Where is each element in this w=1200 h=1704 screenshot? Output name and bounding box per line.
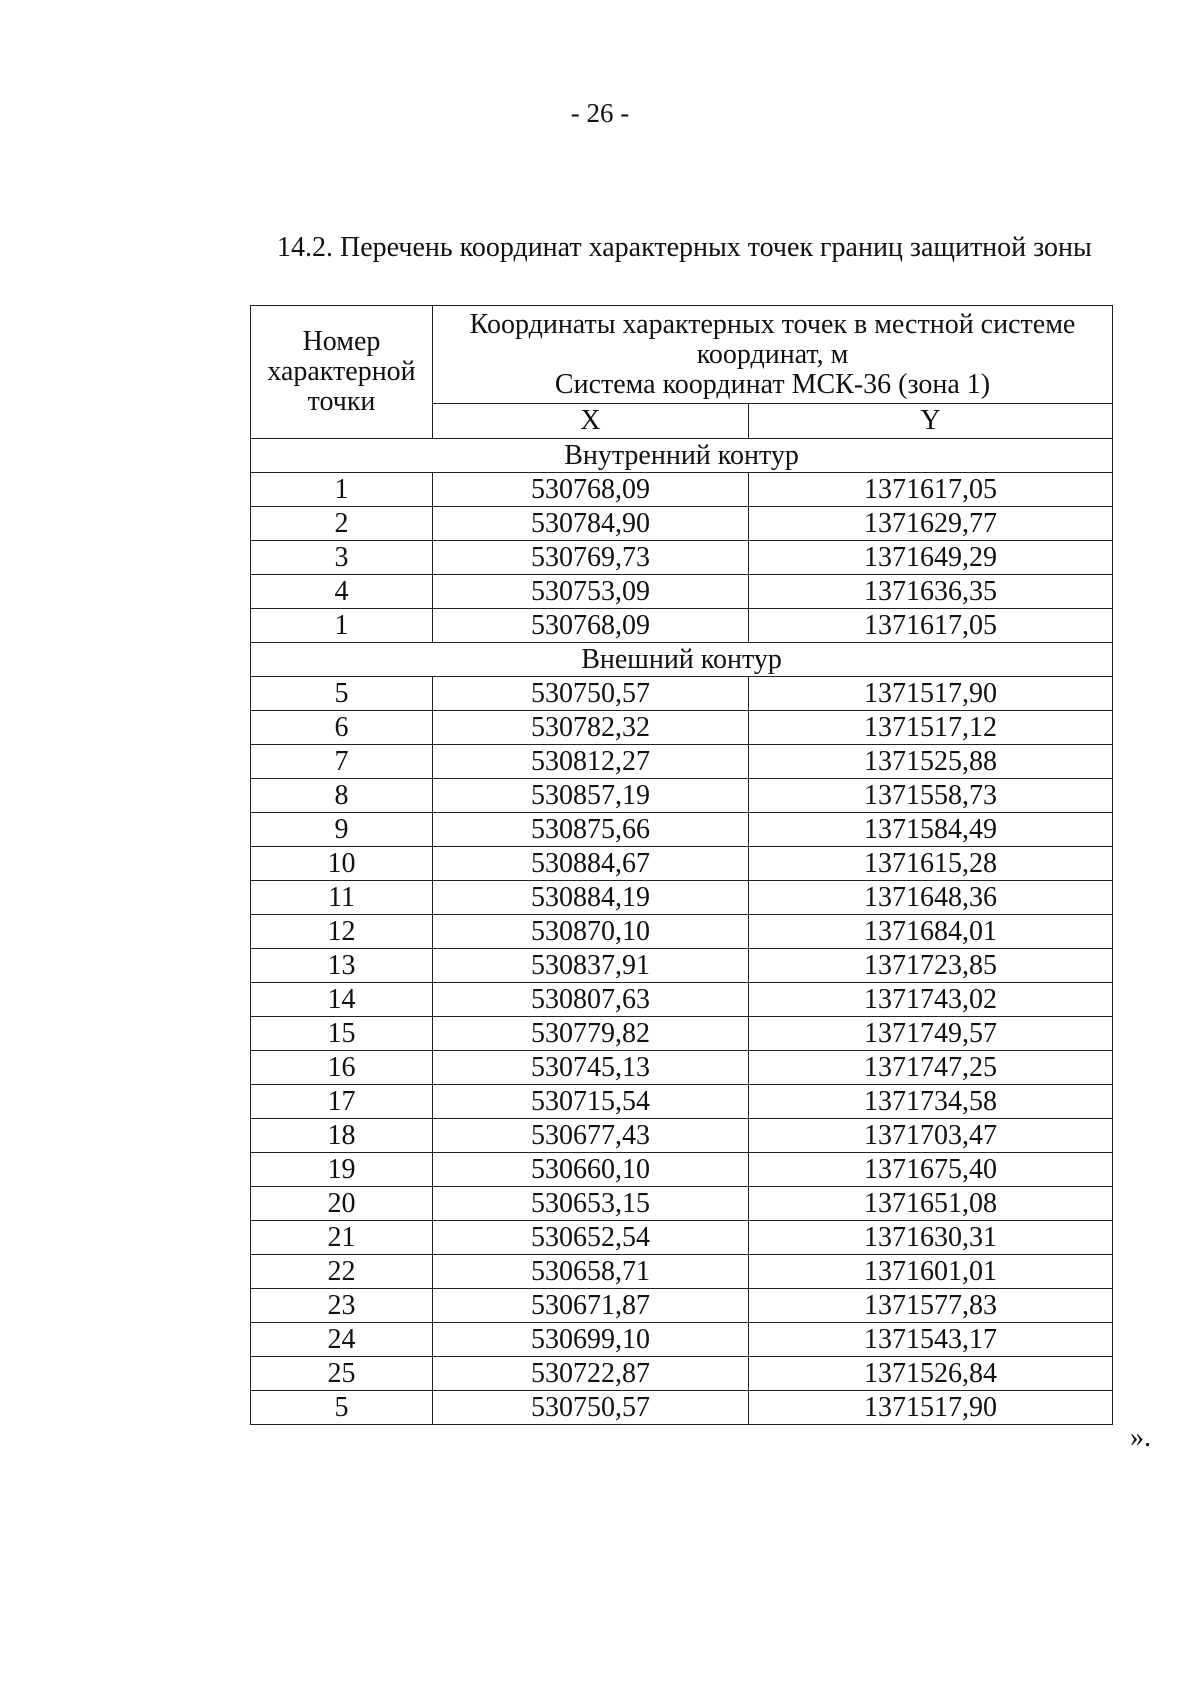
y-coordinate-cell: 1371649,29 [749, 541, 1113, 575]
y-coordinate-cell: 1371675,40 [749, 1153, 1113, 1187]
x-coordinate-cell: 530857,19 [433, 779, 749, 813]
x-coordinate-cell: 530769,73 [433, 541, 749, 575]
point-number-cell: 17 [251, 1085, 433, 1119]
table-row [251, 847, 1113, 881]
x-coordinate-cell: 530677,43 [433, 1119, 749, 1153]
header-point-number-line: точки [307, 386, 376, 417]
table-row [251, 1255, 1113, 1289]
point-number-cell: 16 [251, 1051, 433, 1085]
x-coordinate-cell: 530768,09 [433, 609, 749, 643]
section-title-cell: Внутренний контур [251, 439, 1113, 473]
x-coordinate-cell: 530875,66 [433, 813, 749, 847]
table-row [251, 1323, 1113, 1357]
point-number-cell: 3 [251, 541, 433, 575]
point-number-cell: 2 [251, 507, 433, 541]
y-coordinate-cell: 1371684,01 [749, 915, 1113, 949]
table-row [251, 881, 1113, 915]
y-coordinate-cell: 1371517,90 [749, 677, 1113, 711]
header-y: Y [749, 404, 1113, 439]
table-row [251, 1119, 1113, 1153]
point-number-cell: 13 [251, 949, 433, 983]
point-number-cell: 25 [251, 1357, 433, 1391]
table-row [251, 1153, 1113, 1187]
table-row [251, 1017, 1113, 1051]
y-coordinate-cell: 1371601,01 [749, 1255, 1113, 1289]
table-row [251, 779, 1113, 813]
point-number-cell: 8 [251, 779, 433, 813]
header-coordinates-title [433, 306, 1113, 404]
closing-quote-mark: ». [1130, 1422, 1151, 1453]
table-row [251, 1357, 1113, 1391]
y-coordinate-cell: 1371558,73 [749, 779, 1113, 813]
point-number-cell: 15 [251, 1017, 433, 1051]
point-number-cell: 5 [251, 677, 433, 711]
y-coordinate-cell: 1371517,90 [749, 1391, 1113, 1425]
header-point-number-line: Номер [302, 326, 381, 357]
table-row [251, 949, 1113, 983]
x-coordinate-cell: 530699,10 [433, 1323, 749, 1357]
y-coordinate-cell: 1371615,28 [749, 847, 1113, 881]
section-title-cell: Внешний контур [251, 643, 1113, 677]
x-coordinate-cell: 530652,54 [433, 1221, 749, 1255]
y-coordinate-cell: 1371617,05 [749, 609, 1113, 643]
point-number-cell: 6 [251, 711, 433, 745]
point-number-cell: 10 [251, 847, 433, 881]
x-coordinate-cell: 530837,91 [433, 949, 749, 983]
point-number-cell: 11 [251, 881, 433, 915]
table-row [251, 1289, 1113, 1323]
y-coordinate-cell: 1371526,84 [749, 1357, 1113, 1391]
y-coordinate-cell: 1371743,02 [749, 983, 1113, 1017]
y-coordinate-cell: 1371723,85 [749, 949, 1113, 983]
x-coordinate-cell: 530753,09 [433, 575, 749, 609]
point-number-cell: 19 [251, 1153, 433, 1187]
point-number-cell: 18 [251, 1119, 433, 1153]
x-coordinate-cell: 530750,57 [433, 677, 749, 711]
y-coordinate-cell: 1371648,36 [749, 881, 1113, 915]
table-body [251, 439, 1113, 1425]
point-number-cell: 9 [251, 813, 433, 847]
x-coordinate-cell: 530658,71 [433, 1255, 749, 1289]
table-row [251, 711, 1113, 745]
y-coordinate-cell: 1371734,58 [749, 1085, 1113, 1119]
x-coordinate-cell: 530884,19 [433, 881, 749, 915]
point-number-cell: 22 [251, 1255, 433, 1289]
table-row [251, 473, 1113, 507]
x-coordinate-cell: 530779,82 [433, 1017, 749, 1051]
x-coordinate-cell: 530715,54 [433, 1085, 749, 1119]
header-coordinates-line: Координаты характерных точек в местной системе [469, 308, 1076, 340]
y-coordinate-cell: 1371584,49 [749, 813, 1113, 847]
section-row [251, 439, 1113, 473]
y-coordinate-cell: 1371636,35 [749, 575, 1113, 609]
table-row [251, 1187, 1113, 1221]
x-coordinate-cell: 530807,63 [433, 983, 749, 1017]
header-coordinates-line: Система координат МСК-36 (зона 1) [554, 368, 991, 400]
x-coordinate-cell: 530768,09 [433, 473, 749, 507]
point-number-cell: 12 [251, 915, 433, 949]
y-coordinate-cell: 1371747,25 [749, 1051, 1113, 1085]
header-point-number-line: характерной [267, 356, 416, 387]
y-coordinate-cell: 1371517,12 [749, 711, 1113, 745]
table-row [251, 813, 1113, 847]
point-number-cell: 4 [251, 575, 433, 609]
table-row [251, 1085, 1113, 1119]
table-row [251, 915, 1113, 949]
y-coordinate-cell: 1371629,77 [749, 507, 1113, 541]
x-coordinate-cell: 530653,15 [433, 1187, 749, 1221]
y-coordinate-cell: 1371525,88 [749, 745, 1113, 779]
header-point-number [251, 306, 433, 439]
point-number-cell: 1 [251, 609, 433, 643]
point-number-cell: 5 [251, 1391, 433, 1425]
x-coordinate-cell: 530884,67 [433, 847, 749, 881]
x-coordinate-cell: 530784,90 [433, 507, 749, 541]
table-row [251, 983, 1113, 1017]
x-coordinate-cell: 530671,87 [433, 1289, 749, 1323]
section-row [251, 643, 1113, 677]
y-coordinate-cell: 1371651,08 [749, 1187, 1113, 1221]
point-number-cell: 1 [251, 473, 433, 507]
y-coordinate-cell: 1371543,17 [749, 1323, 1113, 1357]
table-row [251, 575, 1113, 609]
coordinates-table [250, 305, 1113, 1425]
x-coordinate-cell: 530812,27 [433, 745, 749, 779]
y-coordinate-cell: 1371617,05 [749, 473, 1113, 507]
table-row [251, 1221, 1113, 1255]
x-coordinate-cell: 530870,10 [433, 915, 749, 949]
y-coordinate-cell: 1371749,57 [749, 1017, 1113, 1051]
table-header [251, 306, 1113, 439]
table-row [251, 1391, 1113, 1425]
table-row [251, 745, 1113, 779]
point-number-cell: 21 [251, 1221, 433, 1255]
y-coordinate-cell: 1371703,47 [749, 1119, 1113, 1153]
section-title: 14.2. Перечень координат характерных точек границ защитной зоны [277, 232, 1092, 263]
point-number-cell: 23 [251, 1289, 433, 1323]
table-row [251, 541, 1113, 575]
header-coordinates-line: координат, м [696, 338, 849, 370]
x-coordinate-cell: 530750,57 [433, 1391, 749, 1425]
x-coordinate-cell: 530722,87 [433, 1357, 749, 1391]
point-number-cell: 24 [251, 1323, 433, 1357]
x-coordinate-cell: 530745,13 [433, 1051, 749, 1085]
x-coordinate-cell: 530782,32 [433, 711, 749, 745]
header-x: X [433, 404, 749, 439]
page-number: - 26 - [570, 98, 630, 128]
point-number-cell: 20 [251, 1187, 433, 1221]
x-coordinate-cell: 530660,10 [433, 1153, 749, 1187]
point-number-cell: 14 [251, 983, 433, 1017]
table-row [251, 677, 1113, 711]
table-row [251, 1051, 1113, 1085]
table-row [251, 609, 1113, 643]
y-coordinate-cell: 1371577,83 [749, 1289, 1113, 1323]
point-number-cell: 7 [251, 745, 433, 779]
table-row [251, 507, 1113, 541]
y-coordinate-cell: 1371630,31 [749, 1221, 1113, 1255]
